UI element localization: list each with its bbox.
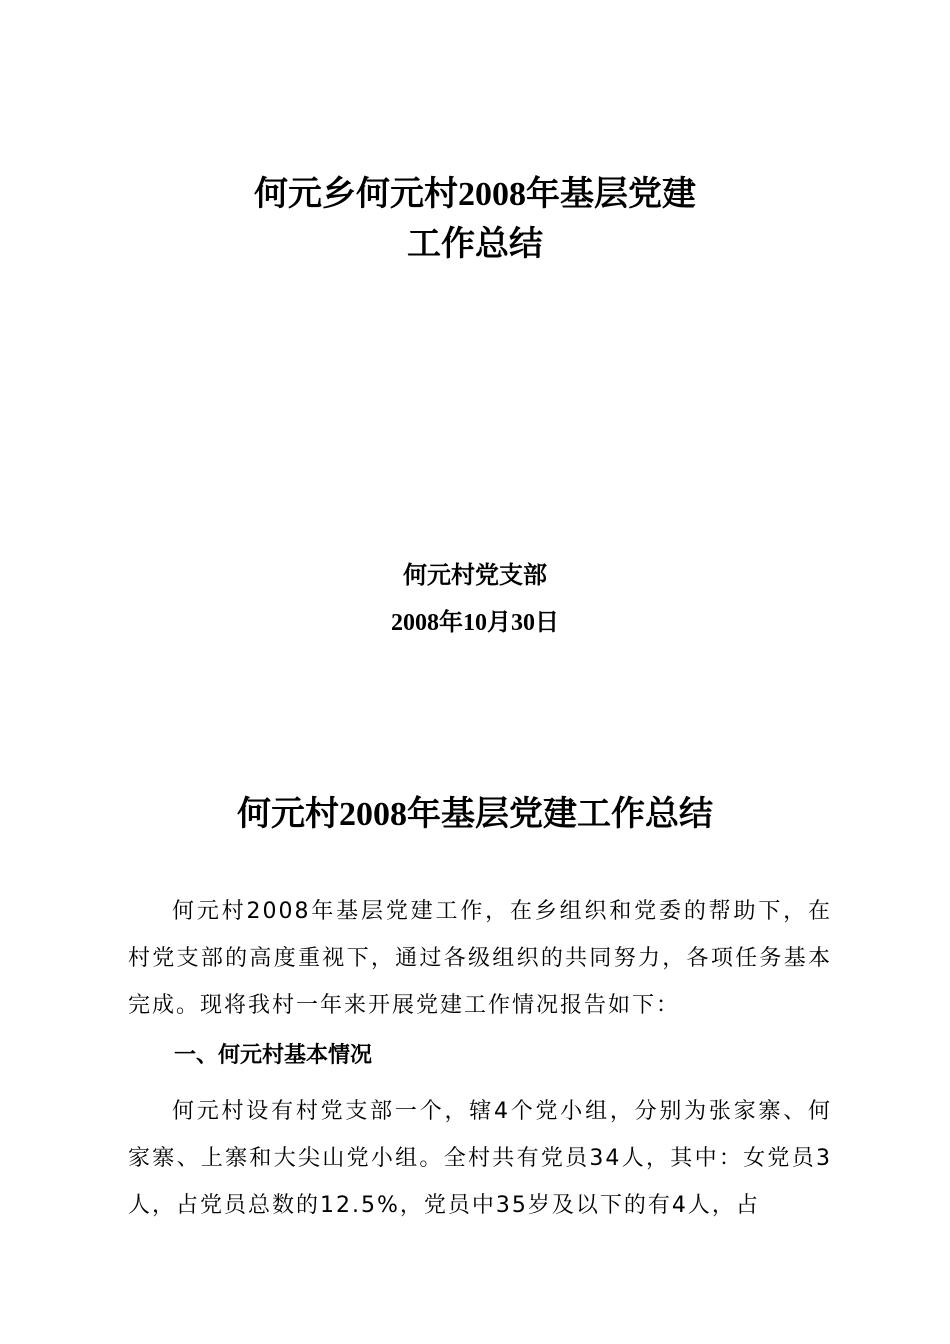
section1-paragraph	[128, 1088, 832, 1229]
cover-title-line1: 何元乡何元村2008年基层党建	[254, 176, 696, 213]
document-title: 何元村2008年基层党建工作总结	[237, 796, 713, 833]
intro-paragraph	[128, 888, 832, 1029]
section-heading-basic-info: 一、何元村基本情况	[174, 1042, 373, 1067]
intro-text: 何元村2008年基层党建工作，在乡组织和党委的帮助下，在村党支部的高度重视下，通过各级组织的共同努力，各项任务基本完成。现将我村一年来开展党建工作情况报告如下：	[128, 899, 832, 1018]
cover-organization: 何元村党支部	[403, 563, 547, 589]
cover-title-line2: 工作总结	[407, 226, 543, 263]
cover-date: 2008年10月30日	[391, 610, 559, 636]
section1-text: 何元村设有村党支部一个，辖4个党小组，分别为张家寨、何家寨、上寨和大尖山党小组。全村共有党员34人，其中：女党员3人，占党员总数的12.5%，党员中35岁及以下的有4人，占	[128, 1099, 832, 1218]
